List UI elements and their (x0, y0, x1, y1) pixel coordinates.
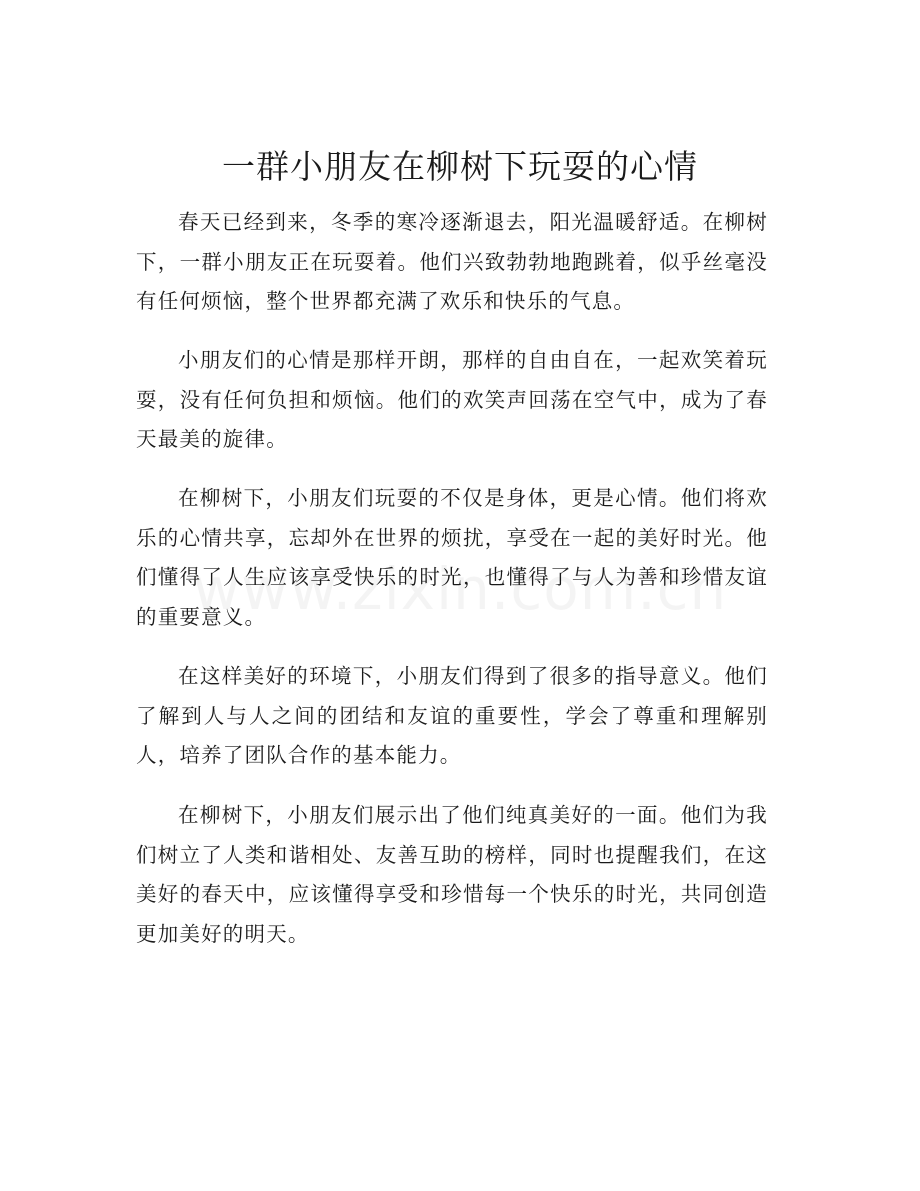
paragraph-5: 在柳树下，小朋友们展示出了他们纯真美好的一面。他们为我们树立了人类和谐相处、友善互助的榜样，同时也提醒我们，在这美好的春天中，应该懂得享受和珍惜每一个快乐的时光，共同创造更加美好的明天。 (136, 803, 768, 946)
paragraph-4: 在这样美好的环境下，小朋友们得到了很多的指导意义。他们了解到人与人之间的团结和友谊的重要性，学会了尊重和理解别人，培养了团队合作的基本能力。 (136, 664, 768, 767)
paragraph-1: 春天已经到来，冬季的寒冷逐渐退去，阳光温暖舒适。在柳树下，一群小朋友正在玩耍着。他们兴致勃勃地跑跳着，似乎丝毫没有任何烦恼，整个世界都充满了欢乐和快乐的气息。 (136, 210, 768, 313)
paragraph-2: 小朋友们的心情是那样开朗，那样的自由自在，一起欢笑着玩耍，没有任何负担和烦恼。他们的欢笑声回荡在空气中，成为了春天最美的旋律。 (136, 348, 768, 451)
document-title: 一群小朋友在柳树下玩耍的心情 (222, 147, 698, 186)
paragraph-3: 在柳树下，小朋友们玩耍的不仅是身体，更是心情。他们将欢乐的心情共享，忘却外在世界的烦扰，享受在一起的美好时光。他们懂得了人生应该享受快乐的时光，也懂得了与人为善和珍惜友谊的重要意义。 (136, 486, 768, 629)
